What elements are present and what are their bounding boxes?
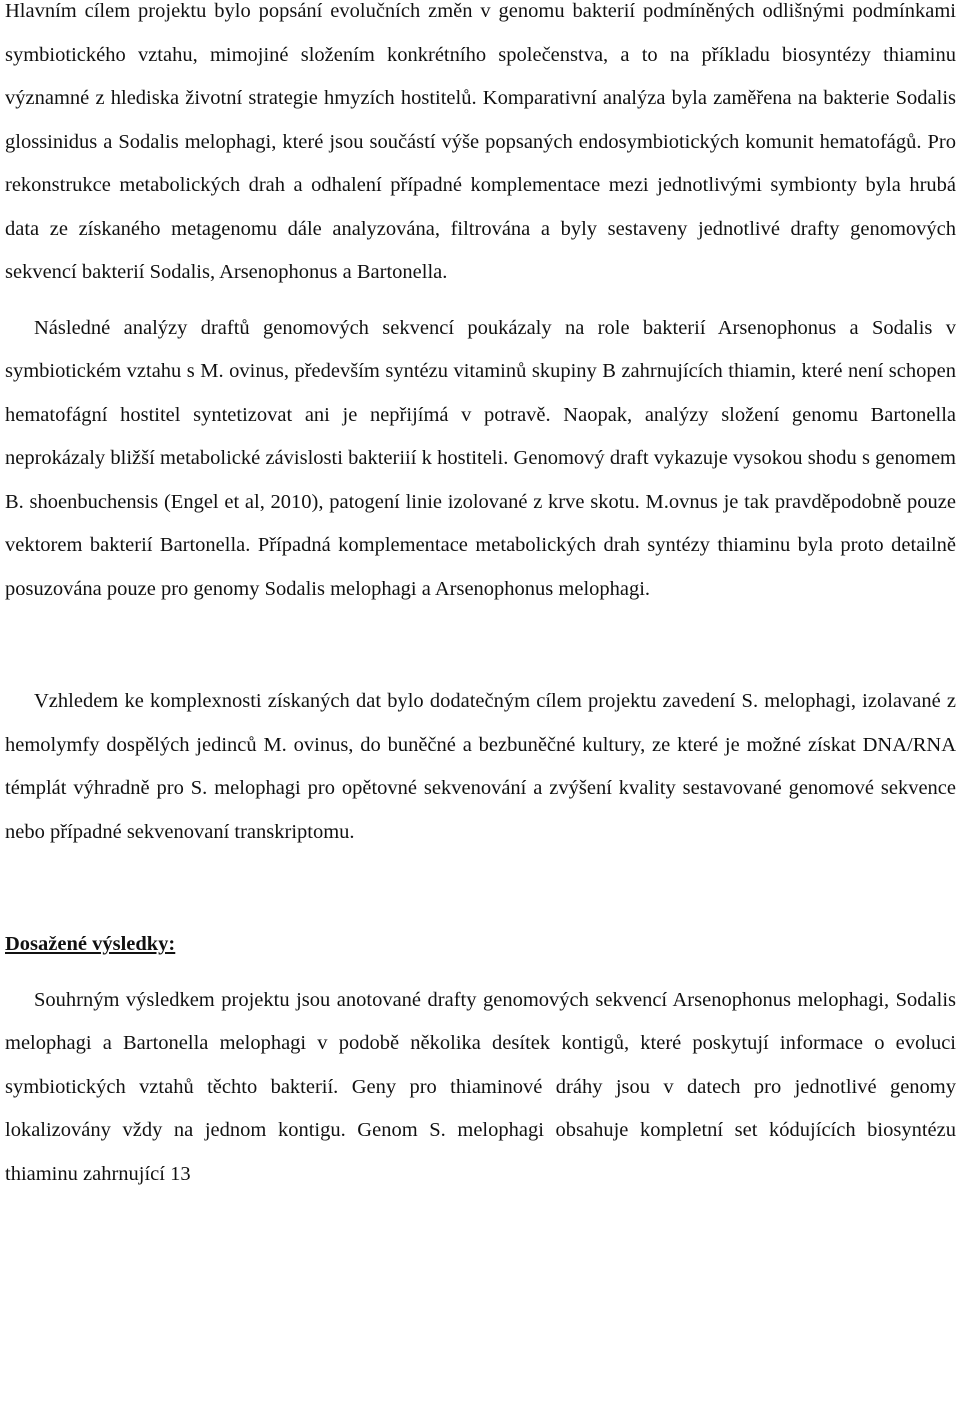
paragraph-spacer xyxy=(5,611,956,680)
heading-spacer xyxy=(5,967,956,979)
paragraph-analysis: Následné analýzy draftů genomových sekvencí poukázaly na role bakterií Arsenophonus a Sodalis v symbiotickém vztahu s M. ovinus, především syntézu vitaminů skupiny B zahrnujících thiamin, které není schopen hematofágní hostitel syntetizovat ani je nepřijímá v potravě. Naopak, analýzy složení genomu Bartonella neprokázaly bližší metabolické závislosti bakteriií k hostiteli. Genomový draft vykazuje vysokou shodu s genomem B. shoenbuchensis (Engel et al, 2010), patogení linie izolované z krve skotu. M.ovnus je tak pravděpodobně pouze vektorem bakterií Bartonella. Případná komplementace metabolických drah syntézy thiaminu byla proto detailně posuzována pouze pro genomy Sodalis melophagi a Arsenophonus melophagi. xyxy=(5,316,956,600)
results-heading: Dosažené výsledky: xyxy=(5,933,176,955)
paragraph-additional-goal: Vzhledem ke komplexnosti získaných dat bylo dodatečným cílem projektu zavedení S. melophagi, izolavané z hemolymfy dospělých jedinců M. ovinus, do buněčné a bezbuněčné kultury, ze které je možné získat DNA/RNA témplát výhradně pro S. melophagi pro opětovné sekvenování a zvýšení kvality sestavované genomové sekvence nebo případné sekvenovaní transkriptomu. xyxy=(5,690,956,843)
section-spacer xyxy=(5,854,956,923)
paragraph-spacer xyxy=(5,295,956,307)
paragraph-goal: Hlavním cílem projektu bylo popsání evolučních změn v genomu bakterií podmíněných odlišnými podmínkami symbiotického vztahu, mimojiné složením konkrétního společenstva, a to na příkladu biosyntézy thiaminu významné z hlediska životní strategie hmyzích hostitelů. Komparativní analýza byla zaměřena na bakterie Sodalis glossinidus a Sodalis melophagi, které jsou součástí výše popsaných endosymbiotických komunit hematofágů. Pro rekonstrukce metabolických drah a odhalení případné komplementace mezi jednotlivými symbionty byla hrubá data ze získaného metagenomu dále analyzována, filtrována a byly sestaveny jednotlivé drafty genomových sekvencí bakterií Sodalis, Arsenophonus a Bartonella. xyxy=(5,0,956,283)
document-page xyxy=(5,0,956,1196)
paragraph-results: Souhrným výsledkem projektu jsou anotované drafty genomových sekvencí Arsenophonus melophagi, Sodalis melophagi a Bartonella melophagi v podobě několika desítek kontigů, které poskytují informace o evoluci symbiotických vztahů těchto bakterií. Geny pro thiaminové dráhy jsou v datech pro jednotlivé genomy lokalizovány vždy na jednom kontigu. Genom S. melophagi obsahuje kompletní set kódujících biosyntézu thiaminu zahrnující 13 xyxy=(5,988,956,1185)
